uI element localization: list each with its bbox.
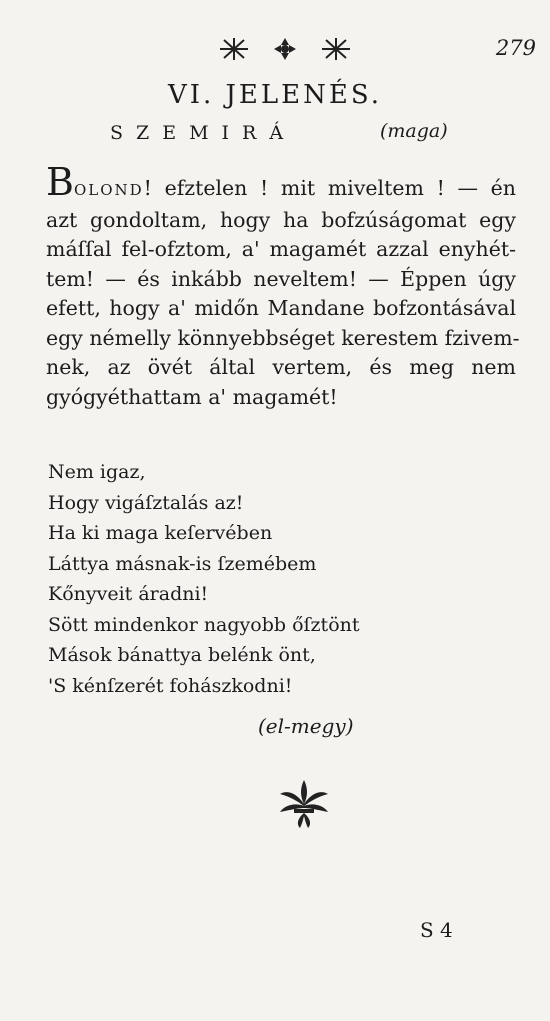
- prose-line: nek, az övét által vertem, és meg nem: [46, 355, 516, 379]
- prose-line: azt gondoltam, hogy ha bofzúságomat egy: [46, 207, 516, 232]
- drop-cap: B: [46, 160, 74, 204]
- page-number: 279: [495, 36, 536, 60]
- verse-stanza: [48, 457, 360, 701]
- verse-line: Hogy vigáſztalás az!: [48, 491, 244, 514]
- speaker-stage-note: (maga): [380, 120, 448, 142]
- prose-line: egy némelly könnyebbséget kerestem fzivem-: [46, 325, 520, 350]
- verse-line: Mások bánattya belénk önt,: [48, 644, 316, 666]
- first-word-rest: OLOND: [73, 181, 144, 199]
- first-line-rest: ! efztelen ! mit miveltem ! — én: [143, 176, 516, 200]
- floral-vignette-icon: [274, 776, 334, 832]
- prose-paragraph: [46, 160, 520, 412]
- prose-line: efett, hogy a' midőn Mandane bofzontásával: [46, 296, 516, 320]
- prose-line: tem! — és inkább neveltem! — Éppen úgy: [46, 266, 516, 291]
- verse-line: Kőnyveit áradni!: [48, 583, 209, 605]
- verse-line: 'S kénſzerét fohászkodni!: [48, 674, 293, 697]
- top-ornament-icon: [210, 34, 360, 64]
- prose-line: gyógyéthattam a' magamét!: [46, 384, 338, 409]
- speaker-name: SZEMIRÁ: [110, 122, 297, 144]
- exit-stage-direction: (el-megy): [258, 714, 354, 738]
- verse-line: Sött mindenkor nagyobb őſztönt: [48, 613, 360, 636]
- signature-mark: S 4: [420, 918, 453, 942]
- verse-line: Nem igaz,: [48, 461, 146, 483]
- prose-line: máſſal fel-ofztom, a' magamét azzal enyhét-: [46, 237, 516, 261]
- scene-title: VI. JELENÉS.: [167, 80, 383, 110]
- verse-line: Ha ki maga keſervében: [48, 522, 273, 544]
- verse-line: Láttya másnak-is ſzemébem: [48, 552, 317, 575]
- prose-line-1: [46, 160, 516, 206]
